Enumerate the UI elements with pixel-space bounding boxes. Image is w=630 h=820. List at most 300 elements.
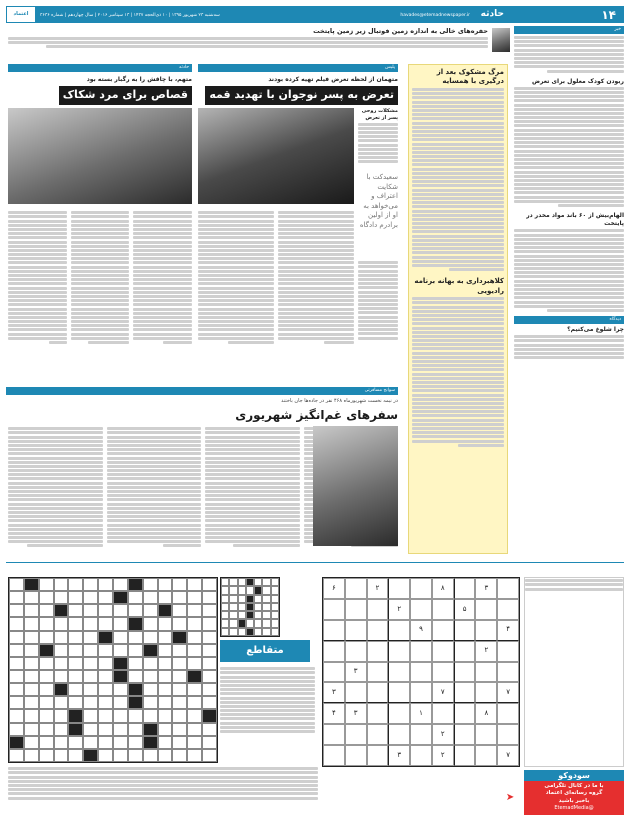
crossword-cell bbox=[202, 683, 217, 696]
crossword-cell bbox=[221, 586, 229, 594]
brief-headline-2: ربودن کودک معلول برای تعرض bbox=[531, 77, 624, 85]
crossword-cell bbox=[187, 631, 202, 644]
crossword-cell bbox=[39, 644, 54, 657]
crossword-cell bbox=[54, 709, 69, 722]
crossword-cell bbox=[24, 631, 39, 644]
sudoku-cell: ۷ bbox=[497, 682, 519, 703]
crossword-cell bbox=[202, 604, 217, 617]
crossword-cell bbox=[202, 723, 217, 736]
crossword-cell bbox=[9, 749, 24, 762]
crossword-cell bbox=[229, 619, 237, 627]
crossword-cell bbox=[246, 578, 254, 586]
quote-headline: مشکلات روحی پسر از تعرض bbox=[361, 108, 398, 121]
crossword-cell bbox=[262, 619, 270, 627]
crossword-cell bbox=[271, 603, 279, 611]
crossword-cell bbox=[39, 749, 54, 762]
crossword-cell bbox=[128, 591, 143, 604]
sudoku-cell bbox=[367, 724, 389, 745]
sudoku-cell bbox=[388, 578, 410, 599]
crossword-cell bbox=[221, 628, 229, 636]
crossword-cell bbox=[98, 696, 113, 709]
crossword-cell bbox=[262, 578, 270, 586]
crossword-cell bbox=[9, 604, 24, 617]
sudoku-cell bbox=[432, 703, 454, 724]
crossword-cell bbox=[68, 631, 83, 644]
crossword-cell bbox=[68, 709, 83, 722]
sudoku-cell bbox=[345, 599, 367, 620]
crossword-cell bbox=[128, 749, 143, 762]
sudoku-cell bbox=[323, 620, 345, 641]
crossword-cell bbox=[128, 736, 143, 749]
crossword-cell bbox=[39, 604, 54, 617]
crossword-cell bbox=[262, 628, 270, 636]
crossword-cell bbox=[187, 749, 202, 762]
feature-headline: سفرهای غم‌انگیز شهریوری bbox=[235, 407, 398, 422]
crossword-cell bbox=[221, 611, 229, 619]
sudoku-cell bbox=[367, 682, 389, 703]
sudoku-cell bbox=[454, 641, 476, 662]
crossword-cell bbox=[24, 670, 39, 683]
crossword-cell bbox=[202, 736, 217, 749]
crossword-cell bbox=[83, 657, 98, 670]
crossword-cell bbox=[54, 749, 69, 762]
crossword-cell bbox=[143, 644, 158, 657]
crossword-cell bbox=[24, 683, 39, 696]
ad-handle: @EtemadMedia bbox=[554, 805, 594, 812]
crossword-cell bbox=[158, 604, 173, 617]
crossword-cell bbox=[202, 578, 217, 591]
sudoku-cell: ۷ bbox=[497, 745, 519, 766]
crossword-cell bbox=[229, 628, 237, 636]
right-column-label: خبر bbox=[514, 26, 624, 34]
crossword-cell bbox=[68, 696, 83, 709]
sudoku-cell bbox=[497, 703, 519, 724]
crossword-cell bbox=[24, 644, 39, 657]
crossword-cell bbox=[98, 617, 113, 630]
crossword-cell bbox=[172, 709, 187, 722]
crossword-cell bbox=[246, 628, 254, 636]
crossword-cell bbox=[68, 644, 83, 657]
crossword-cell bbox=[254, 619, 262, 627]
crossword-cell bbox=[262, 586, 270, 594]
page-number: ۱۴ bbox=[601, 8, 616, 22]
sudoku-cell bbox=[454, 682, 476, 703]
crossword-cell bbox=[158, 696, 173, 709]
sudoku-cell bbox=[323, 599, 345, 620]
yellow-headline-2: کلاهبرداری به بهانه برنامه رادیویی bbox=[414, 277, 504, 295]
top-headline: حفره‌های خالی به اندازه زمین فوتبال زیر زمین پایتخت bbox=[313, 27, 488, 35]
crossword-cell bbox=[172, 749, 187, 762]
crossword-cell bbox=[54, 670, 69, 683]
center-label-left: حادثه bbox=[8, 64, 192, 72]
crossword-cell bbox=[221, 619, 229, 627]
sudoku-cell bbox=[454, 703, 476, 724]
sudoku-cell: ۲ bbox=[432, 724, 454, 745]
sudoku-cell bbox=[432, 662, 454, 683]
story-1-headline: تعرض به پسر نوجوان با تهدید قمه bbox=[205, 86, 398, 105]
section-title: حادثه bbox=[480, 9, 504, 19]
sudoku-cell bbox=[367, 703, 389, 724]
crossword-cell bbox=[271, 619, 279, 627]
story-2 bbox=[8, 76, 192, 105]
crossword-cell bbox=[39, 631, 54, 644]
sudoku-cell: ۲ bbox=[475, 641, 497, 662]
sudoku-cell bbox=[388, 724, 410, 745]
crossword-cell bbox=[128, 578, 143, 591]
crossword-cell bbox=[271, 628, 279, 636]
crossword-cell bbox=[54, 617, 69, 630]
crossword-cell bbox=[221, 603, 229, 611]
sudoku-cell bbox=[432, 599, 454, 620]
crossword-cell bbox=[187, 604, 202, 617]
crossword-cell bbox=[113, 683, 128, 696]
crossword-cell bbox=[143, 657, 158, 670]
crossword-cell bbox=[158, 657, 173, 670]
crossword-cell bbox=[202, 591, 217, 604]
crossword-cell bbox=[113, 578, 128, 591]
sudoku-cell bbox=[454, 662, 476, 683]
crossword-cell bbox=[39, 736, 54, 749]
crossword-cell bbox=[54, 591, 69, 604]
story-1-body bbox=[198, 210, 354, 345]
crossword-cell bbox=[83, 709, 98, 722]
crossword-cell bbox=[83, 723, 98, 736]
sudoku-cell bbox=[454, 745, 476, 766]
crossword-cell bbox=[98, 736, 113, 749]
sudoku-cell bbox=[388, 703, 410, 724]
sudoku-cell: ۷ bbox=[432, 682, 454, 703]
ad-line-3: باخبر باشید bbox=[558, 797, 590, 804]
crossword-cell bbox=[143, 578, 158, 591]
crossword-cell bbox=[128, 696, 143, 709]
crossword-cell bbox=[83, 644, 98, 657]
crossword-cell bbox=[9, 631, 24, 644]
crossword-cell bbox=[262, 595, 270, 603]
sudoku-cell bbox=[345, 641, 367, 662]
sudoku-cell bbox=[323, 724, 345, 745]
crossword-cell bbox=[68, 604, 83, 617]
crossword-cell bbox=[262, 603, 270, 611]
crossword-cell bbox=[113, 736, 128, 749]
crossword-cell bbox=[202, 670, 217, 683]
email: havades@etemadnewspaper.ir bbox=[400, 12, 470, 18]
crossword-cell bbox=[128, 631, 143, 644]
crossword-cell bbox=[83, 736, 98, 749]
crossword-cell bbox=[143, 604, 158, 617]
crossword-cell bbox=[202, 749, 217, 762]
crossword-cell bbox=[98, 644, 113, 657]
crossword-cell bbox=[68, 749, 83, 762]
story-1-quote bbox=[358, 108, 398, 230]
crossword-cell bbox=[158, 644, 173, 657]
sudoku-cell: ۹ bbox=[410, 620, 432, 641]
sudoku-cell bbox=[323, 641, 345, 662]
puzzle-divider bbox=[6, 562, 624, 563]
telegram-icon: ➤ bbox=[500, 788, 520, 808]
sudoku-cell bbox=[410, 745, 432, 766]
crossword-cell bbox=[143, 683, 158, 696]
crossword-cell bbox=[229, 595, 237, 603]
crossword-cell bbox=[68, 591, 83, 604]
crossword-cell bbox=[68, 657, 83, 670]
crossword-cell bbox=[238, 578, 246, 586]
crossword-cell bbox=[24, 709, 39, 722]
crossword-cell bbox=[254, 586, 262, 594]
crossword-cell bbox=[143, 723, 158, 736]
crossword-cell bbox=[9, 617, 24, 630]
crossword-cell bbox=[98, 604, 113, 617]
crossword-cell bbox=[158, 631, 173, 644]
story-2-body bbox=[8, 210, 192, 345]
story-1-quote-body bbox=[358, 260, 398, 341]
crossword-cell bbox=[9, 696, 24, 709]
logo: اعتماد bbox=[6, 6, 36, 23]
crossword-cell bbox=[24, 591, 39, 604]
crossword-cell bbox=[172, 604, 187, 617]
crossword-cell bbox=[9, 723, 24, 736]
sudoku-cell bbox=[367, 641, 389, 662]
crossword-cell bbox=[143, 736, 158, 749]
sudoku-cell bbox=[388, 620, 410, 641]
crossword-cell bbox=[24, 696, 39, 709]
crossword-cell bbox=[39, 683, 54, 696]
crossword-cell bbox=[113, 670, 128, 683]
crossword-cell bbox=[39, 591, 54, 604]
sudoku-cell bbox=[410, 662, 432, 683]
sudoku-cell bbox=[345, 578, 367, 599]
crossword-cell bbox=[158, 723, 173, 736]
crossword-cell bbox=[172, 631, 187, 644]
sudoku-grid bbox=[322, 577, 520, 767]
crossword-cell bbox=[172, 657, 187, 670]
crossword-cell bbox=[113, 696, 128, 709]
sudoku-cell bbox=[454, 578, 476, 599]
crossword-cell bbox=[68, 723, 83, 736]
crossword-cell bbox=[98, 723, 113, 736]
crossword-cell bbox=[24, 578, 39, 591]
crossword-cell bbox=[9, 644, 24, 657]
crossword-cell bbox=[39, 578, 54, 591]
crossword-cell bbox=[128, 644, 143, 657]
sudoku-cell bbox=[345, 724, 367, 745]
crossword-cell bbox=[143, 591, 158, 604]
crossword-cell bbox=[128, 604, 143, 617]
crossword-cell bbox=[9, 709, 24, 722]
crossword-cell bbox=[202, 696, 217, 709]
crossword-cell bbox=[83, 631, 98, 644]
crossword-cell bbox=[238, 603, 246, 611]
crossword-cell bbox=[254, 603, 262, 611]
crossword-cell bbox=[128, 617, 143, 630]
crossword-cell bbox=[202, 657, 217, 670]
feature-photo bbox=[313, 426, 398, 546]
sudoku-cell: ۳ bbox=[388, 745, 410, 766]
crossword-cell bbox=[158, 670, 173, 683]
crossword-cell bbox=[143, 631, 158, 644]
crossword-cell bbox=[39, 670, 54, 683]
crossword-cell bbox=[158, 578, 173, 591]
crossword-cell bbox=[24, 657, 39, 670]
crossword-cell bbox=[9, 578, 24, 591]
crossword-cell bbox=[187, 683, 202, 696]
crossword-cell bbox=[54, 723, 69, 736]
brief-headline-4: چرا شلوغ می‌کنیم؟ bbox=[567, 325, 624, 333]
crossword-cell bbox=[271, 578, 279, 586]
crossword-cell bbox=[246, 586, 254, 594]
crossword-grid-small bbox=[220, 577, 280, 637]
crossword-cell bbox=[221, 595, 229, 603]
sudoku-cell bbox=[388, 641, 410, 662]
crossword-cell bbox=[238, 619, 246, 627]
crossword-cell bbox=[24, 617, 39, 630]
crossword-cell bbox=[172, 723, 187, 736]
crossword-cell bbox=[68, 578, 83, 591]
crossword-cell bbox=[158, 591, 173, 604]
sudoku-cell bbox=[475, 724, 497, 745]
crossword-cell bbox=[113, 604, 128, 617]
crossword-cell bbox=[229, 611, 237, 619]
crossword-cell bbox=[54, 604, 69, 617]
story-2-kicker: متهم، با چاقش را به رگبار بسته بود bbox=[86, 76, 192, 83]
top-story bbox=[8, 27, 488, 57]
crossword-cell bbox=[172, 578, 187, 591]
crossword-cell bbox=[68, 683, 83, 696]
sudoku-cell bbox=[454, 620, 476, 641]
sudoku-cell bbox=[497, 578, 519, 599]
crossword-cell bbox=[271, 611, 279, 619]
yellow-headline: مرگ مشکوک بعد از درگیری با همسایه bbox=[436, 68, 504, 86]
crossword-cell bbox=[172, 736, 187, 749]
crossword-cell bbox=[113, 723, 128, 736]
crossword-cell bbox=[254, 628, 262, 636]
center-label-right: پلیس bbox=[198, 64, 398, 72]
crossword-cell bbox=[68, 736, 83, 749]
crossword-cell bbox=[271, 586, 279, 594]
feature-kicker: در نیمه نخست شهریورماه ۴۶۸ نفر در جاده‌ها جان باختند bbox=[281, 398, 398, 404]
crossword-cell bbox=[238, 628, 246, 636]
sudoku-cell bbox=[367, 620, 389, 641]
crossword-cell bbox=[98, 749, 113, 762]
crossword-cell bbox=[202, 631, 217, 644]
sudoku-cell bbox=[410, 724, 432, 745]
crossword-cell bbox=[24, 604, 39, 617]
crossword-cell bbox=[113, 657, 128, 670]
sudoku-cell: ۸ bbox=[432, 578, 454, 599]
crossword-cell bbox=[113, 631, 128, 644]
crossword-cell bbox=[158, 683, 173, 696]
sudoku-cell bbox=[388, 682, 410, 703]
sudoku-cell bbox=[497, 641, 519, 662]
crossword-cell bbox=[158, 736, 173, 749]
crossword-cell bbox=[143, 749, 158, 762]
crossword-clues bbox=[220, 666, 315, 734]
sudoku-cell bbox=[410, 682, 432, 703]
crossword-cell bbox=[128, 723, 143, 736]
crossword-cell bbox=[24, 723, 39, 736]
crossword-cell bbox=[83, 578, 98, 591]
crossword-grid bbox=[8, 577, 218, 763]
crossword-cell bbox=[229, 578, 237, 586]
crossword-cell bbox=[113, 644, 128, 657]
crossword-cell bbox=[83, 749, 98, 762]
sudoku-cell bbox=[345, 682, 367, 703]
sudoku-cell bbox=[345, 620, 367, 641]
crossword-cell bbox=[254, 611, 262, 619]
crossword-cell bbox=[54, 644, 69, 657]
crossword-cell bbox=[54, 631, 69, 644]
crossword-cell bbox=[128, 709, 143, 722]
ad-line-1: با ما در کانال تلگرامی bbox=[544, 783, 604, 789]
crossword-cell bbox=[187, 657, 202, 670]
crossword-cell bbox=[187, 644, 202, 657]
crossword-cell bbox=[254, 595, 262, 603]
crossword-cell bbox=[143, 670, 158, 683]
crossword-cell bbox=[83, 670, 98, 683]
crossword-cell bbox=[113, 617, 128, 630]
brief-headline-3: الهام‌بیش از ۶۰ باند مواد مخدر در پایتخت bbox=[526, 212, 624, 228]
crossword-cell bbox=[238, 595, 246, 603]
story-2-photo bbox=[8, 108, 192, 204]
sudoku-cell: ۳ bbox=[345, 703, 367, 724]
ad-line-2: گروه رسانه‌ای اعتماد bbox=[545, 790, 603, 797]
sudoku-cell: ۴ bbox=[497, 620, 519, 641]
sudoku-cell bbox=[367, 745, 389, 766]
crossword-cell bbox=[54, 578, 69, 591]
sudoku-cell bbox=[497, 724, 519, 745]
top-story-photo bbox=[492, 28, 510, 52]
sudoku-cell: ۸ bbox=[475, 703, 497, 724]
sudoku-cell: ۴ bbox=[323, 703, 345, 724]
sudoku-cell: ۲ bbox=[367, 578, 389, 599]
crossword-cell bbox=[9, 591, 24, 604]
yellow-column bbox=[408, 64, 508, 554]
crossword-cell bbox=[98, 578, 113, 591]
sudoku-cell bbox=[432, 620, 454, 641]
crossword-cell bbox=[128, 657, 143, 670]
crossword-cell bbox=[39, 657, 54, 670]
crossword-cell bbox=[187, 578, 202, 591]
crossword-cell bbox=[254, 578, 262, 586]
crossword-cell bbox=[262, 611, 270, 619]
crossword-cell bbox=[202, 617, 217, 630]
crossword-cell bbox=[187, 709, 202, 722]
crossword-cell bbox=[24, 749, 39, 762]
crossword-cell bbox=[39, 617, 54, 630]
sudoku-cell bbox=[410, 641, 432, 662]
crossword-cell bbox=[39, 709, 54, 722]
telegram-ad bbox=[524, 781, 624, 815]
crossword-cell bbox=[229, 603, 237, 611]
story-1-kicker: متهمان از لحظه تعرض فیلم تهیه کرده بودند bbox=[268, 76, 398, 83]
sudoku-cell bbox=[432, 641, 454, 662]
crossword-cell bbox=[24, 736, 39, 749]
pull-quote: سعیدکت با شکایت اعتراف و می‌خواهد به او از اولین برادرم دادگاه bbox=[359, 173, 398, 229]
crossword-cell bbox=[172, 696, 187, 709]
sudoku-cell bbox=[454, 724, 476, 745]
crossword-cell bbox=[172, 591, 187, 604]
crossword-cell bbox=[202, 709, 217, 722]
crossword-cell bbox=[172, 644, 187, 657]
crossword-cell bbox=[172, 683, 187, 696]
crossword-cell bbox=[128, 683, 143, 696]
crossword-cell bbox=[113, 709, 128, 722]
crossword-cell bbox=[187, 723, 202, 736]
crossword-cell bbox=[98, 591, 113, 604]
crossword-cell bbox=[246, 603, 254, 611]
crossword-cell bbox=[172, 617, 187, 630]
sudoku-cell bbox=[497, 599, 519, 620]
sudoku-side-panel bbox=[524, 577, 624, 767]
